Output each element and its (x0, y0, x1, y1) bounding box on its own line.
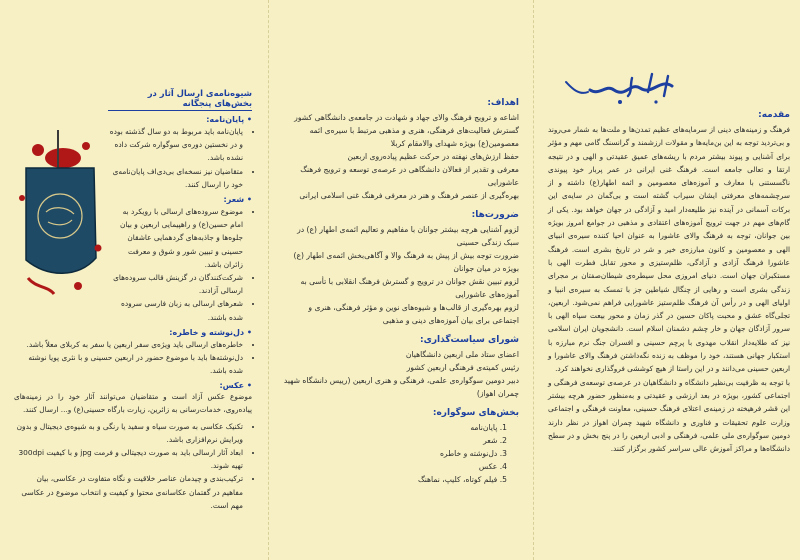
thesis-item: • متقاضیان نیز نسخه‌ای بی‌دی‌اف پایان‌نامه‌ی خود را ارسال کنند. (108, 165, 243, 191)
goal-item: گسترش فعالیت‌های فرهنگی، هنری و مذهبی مرتبط با سیره‌ی ائمه معصومین(ع) بویژه شهدای والامقام کربلا (309, 126, 519, 148)
council-item: اعضای ستاد ملی اربعین دانشگاهیان (405, 350, 519, 359)
goals-panel (268, 0, 534, 560)
photo-item: • ابعاد آثار ارسالی باید به صورت دیجیتالی و فرمت jpg و با کیفیت 300dpi تهیه شوند. (14, 446, 243, 472)
intro-heading: مقدمه: (758, 110, 790, 120)
memoir-item: • دل‌نوشته‌ها باید با موضوع حضور در اربعین حسینی و با نثری پویا نوشته شده باشد. (14, 351, 243, 377)
thesis-heading: • پایان‌نامه: (206, 115, 252, 124)
necessity-item: ضرورت توجه بیش از پیش به فرهنگ والا و آگاهی‌بخش ائمه‌ی اطهار (ع) بویژه در میان جوانان (293, 251, 519, 273)
guidelines-title: شیوه‌نامه‌ی ارسال آثار در بخش‌های پنجگانه (108, 88, 252, 111)
poem-item: • شعرهای ارسالی به زبان فارسی سروده شده باشند. (108, 297, 243, 323)
poem-list (108, 205, 252, 324)
sections-list (283, 421, 519, 486)
guidelines-panel (0, 0, 268, 560)
intro-paragraph-2: با توجه به ظرفیت بی‌نظیر دانشگاه و دانشگاهیان در عرصه‌ی توسعه‌ی فرهنگی و اجتماعی کشور، بویژه در بعد ارزشی و عقیدتی و به‌منظور حضور هرچه بیشتر این قشر فرهیخته در زمینه‌ی اعتلای فرهنگ حسینی، معاونت فرهنگی و اجتماعی وزارت علوم تحقیقات و فناوری و دانشگاه شهید چمران اهواز در نظر دارند دومین سوگواره‌ی ملی علمی، فرهنگی و ادبی اربعین را در پنج بخش و در سطح دانشگاه‌ها و مراکز آموزش عالی سراسر کشور برگزار کنند. (548, 377, 790, 454)
section-item: 3. دل‌نوشته و خاطره (439, 449, 507, 458)
necessity-item: لزوم بهره‌گیری از قالب‌ها و شیوه‌های نوین و مؤثر فرهنگی، هنری و اجتماعی برای بیان آموزه‌های دینی و مذهبی (308, 303, 519, 325)
necessity-heading: ضرورت‌ها: (471, 210, 519, 220)
poem-heading: • شعر: (223, 195, 252, 205)
poem-item: • شرکت‌کنندگان در گزینش قالب سروده‌های ارسالی آزادند. (108, 271, 243, 297)
goal-item: اشاعه و ترویج فرهنگ والای جهاد و شهادت در جامعه‌ی دانشگاهی کشور (294, 113, 519, 122)
memoir-list (14, 338, 252, 378)
thesis-item: • پایان‌نامه باید مربوط به دو سال گذشته بوده و در نخستین دوره‌ی سوگواره شرکت داده نشده باشد. (108, 125, 243, 165)
memoir-heading: • دل‌نوشته و خاطره: (169, 327, 252, 337)
goal-item: حفظ ارزش‌های نهفته در حرکت عظیم پیاده‌روی اربعین (347, 152, 519, 161)
necessity-item: لزوم تبیین نقش جوانان در ترویج و گسترش فرهنگ انقلابی با تأسی به آموزه‌های عاشورایی (300, 277, 519, 299)
photo-item: • ترکیب‌بندی و چیدمان عناصر خلاقیت و نگاه متفاوت در عکاسی، بیان مفاهیم در گفتمان عکاسانه‌ی محتوا و کیفیت و انتخاب موضوع در عکاسی مهم است. (14, 472, 243, 512)
intro-paragraph-1: فرهنگ و زمینه‌های دینی از سرمایه‌های عظیم تمدن‌ها و ملت‌ها به شمار می‌روند و بی‌تردید توجه به این بن‌مایه‌ها و مقولات ارزشمند و گرانسنگ گامی مهم و مؤثر برای آشنایی و پیوند بیشتر مردم با ریشه‌های عمیق عقیدتی و الهی و در نتیجه ارتقا و تعالی جامعه است. فرهنگ غنی ایرانی در عمر پربار خود پیوندی ناگسستنی با معارف و آموزه‌های معصومین و ائمه اطهار(ع) داشته و از سرچشمه‌های معرفتی ایشان سیراب گشته است و بی‌گمان در سایه‌ی این برکات آسمانی در آینده نیز طلیعه‌دار امید و آزادگی در جهان خواهد بود. یکی از گام‌های مهم در جهت ترویج آموزه‌های اعتقادی و مذهبی در جوامع امروز بویژه بین جوانان، توجه به فرهنگ والای عاشورا به عنوان احیا کننده سیره‌ی انبیای الهی و معصومین و کانون مبارزه‌ی خیر و شر در تاریخ بشری است. فرهنگ عاشورا فرهنگ آزادی و آزادگی، ظلم‌ستیزی و محور تقابل فطرت الهی با مستکبران جهان است. دنیای امروزی محل سیطره‌ی شیطان‌صفتان بر مجرای زندگی بشری است و رهایی از چنگال شیاطین جز با تمسک به سیره‌ی انبیا و اولیای الهی و در رأس آن فرهنگ ظلم‌ستیز عاشورایی فراهم نمی‌شود. اربعین، تجلی‌گاه عشق و محبت پاکان حسین در گذر زمان و محور بیعت سپاه الهی با سرور آزادگان جهان و خار چشم دشمنان اسلام است. دانشجویان ایران اسلامی نیز که طلایه‌دار انقلاب مهدوی با پرچم حسینی و افسران جنگ نرم مبارزه با استکبار جهانی هستند، خود را موظف به زنده نگه‌داشتن فرهنگ والای عاشورا و اربعین حسینی می‌دانند و در این راستا از هیچ کوششی فروگذاری نخواهند کرد. (548, 125, 790, 374)
sections-heading: بخش‌های سوگواره: (432, 408, 519, 418)
goal-item: معرفی و تقدیر از فعالان دانشگاهی در عرصه‌ی توسعه و ترویج فرهنگ عاشورایی (300, 165, 519, 187)
memoir-item: • خاطره‌های ارسالی باید ویژه‌ی سفر اربعین یا سفر به کربلای معلاّ باشد. (14, 338, 243, 351)
photo-intro: موضوع عکس آزاد است و متقاضیان می‌توانند آثار خود را در زمینه‌های پیاده‌روی، خدمات‌رسانی به زائرین، زیارت بارگاه حسینی(ع) و... ارسال کنند. (14, 392, 252, 415)
section-item: 2. شعر (483, 436, 507, 445)
thesis-list (108, 125, 252, 191)
photo-list (14, 420, 252, 512)
intro-panel (534, 0, 800, 560)
photo-heading: • عکس: (219, 381, 252, 391)
section-item: 4. عکس (478, 462, 507, 471)
section-item: 1. پایان‌نامه (470, 423, 507, 432)
goal-item: بهره‌گیری از عنصر فرهنگ و هنر در معرفی فرهنگ غنی اسلامی ایرانی (299, 191, 519, 200)
necessity-item: لزوم آشنایی هرچه بیشتر جوانان با مفاهیم و تعالیم ائمه‌ی اطهار (ع) در سبک زندگی حسینی (297, 225, 519, 247)
council-heading: شورای سیاست‌گذاری: (420, 335, 519, 345)
council-item: دبیر دومین سوگواره‌ی علمی، فرهنگی و هنری اربعین (رییس دانشگاه شهید چمران اهواز) (283, 376, 519, 398)
poem-item: • موضوع سروده‌های ارسالی با رویکرد به امام حسین(ع) و راهپیمایی اربعین و بیان جلوه‌ها و جاذبه‌های گردهمایی عاشقان حسینی و تبیین شور و شوق و معرفت زائران باشد. (108, 205, 243, 271)
photo-item: • تکنیک عکاسی به صورت سیاه و سفید یا رنگی و به شیوه‌ی دیجیتال و بدون ویرایش نرم‌افزاری باشد. (14, 420, 243, 446)
council-item: رئیس کمیته‌ی فرهنگی اربعین کشور (406, 363, 519, 372)
section-item: 5. فیلم کوتاه، کلیپ، نماهنگ (417, 475, 507, 484)
goals-heading: اهداف: (487, 98, 519, 108)
